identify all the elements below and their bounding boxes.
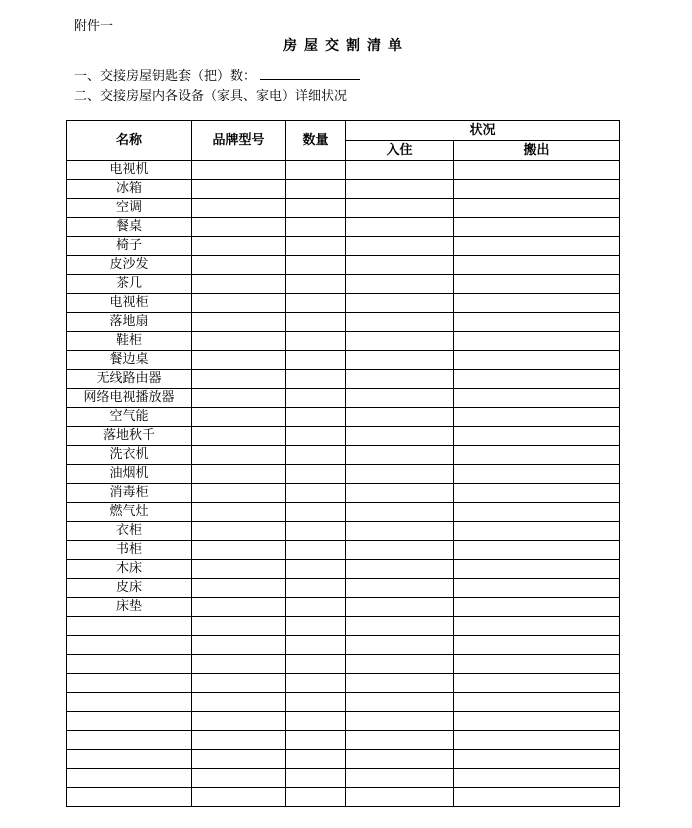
move-in-cell[interactable] [346, 598, 454, 617]
quantity-cell[interactable] [286, 712, 346, 731]
move-in-cell[interactable] [346, 275, 454, 294]
brand-model-cell[interactable] [192, 484, 286, 503]
brand-model-cell[interactable] [192, 313, 286, 332]
equipment-status-line: 二、交接房屋内各设备（家具、家电）详细状况 [74, 89, 348, 104]
table-row [67, 294, 620, 313]
brand-model-cell[interactable] [192, 636, 286, 655]
move-in-cell[interactable] [346, 522, 454, 541]
attachment-label: 附件一 [74, 19, 114, 34]
item-name-cell: 餐边桌 [67, 351, 192, 370]
table-row [67, 389, 620, 408]
item-name-cell: 皮床 [67, 579, 192, 598]
brand-model-cell[interactable] [192, 199, 286, 218]
move-out-cell[interactable] [454, 465, 620, 484]
quantity-cell[interactable] [286, 750, 346, 769]
item-name-cell [67, 636, 192, 655]
item-name-cell [67, 693, 192, 712]
brand-model-cell[interactable] [192, 218, 286, 237]
table-row [67, 275, 620, 294]
move-out-cell[interactable] [454, 750, 620, 769]
table-row [67, 351, 620, 370]
brand-model-cell[interactable] [192, 617, 286, 636]
table-row [67, 541, 620, 560]
move-out-cell[interactable] [454, 161, 620, 180]
quantity-cell[interactable] [286, 674, 346, 693]
move-in-cell[interactable] [346, 788, 454, 807]
item-name-cell [67, 674, 192, 693]
table-row [67, 598, 620, 617]
quantity-cell[interactable] [286, 484, 346, 503]
item-name-cell: 无线路由器 [67, 370, 192, 389]
table-row [67, 408, 620, 427]
brand-model-cell[interactable] [192, 769, 286, 788]
move-out-cell[interactable] [454, 446, 620, 465]
quantity-cell[interactable] [286, 693, 346, 712]
item-name-cell: 木床 [67, 560, 192, 579]
item-name-cell: 冰箱 [67, 180, 192, 199]
item-name-cell: 皮沙发 [67, 256, 192, 275]
item-name-cell: 餐桌 [67, 218, 192, 237]
item-name-cell [67, 788, 192, 807]
brand-model-cell[interactable] [192, 712, 286, 731]
quantity-cell[interactable] [286, 427, 346, 446]
move-in-cell[interactable] [346, 484, 454, 503]
quantity-cell[interactable] [286, 332, 346, 351]
table-row [67, 693, 620, 712]
table-row [67, 560, 620, 579]
move-in-cell[interactable] [346, 218, 454, 237]
quantity-cell[interactable] [286, 161, 346, 180]
quantity-cell[interactable] [286, 313, 346, 332]
move-out-cell[interactable] [454, 218, 620, 237]
brand-model-cell[interactable] [192, 788, 286, 807]
table-row [67, 636, 620, 655]
move-in-cell[interactable] [346, 674, 454, 693]
quantity-cell[interactable] [286, 199, 346, 218]
move-out-cell[interactable] [454, 484, 620, 503]
quantity-cell[interactable] [286, 237, 346, 256]
quantity-cell[interactable] [286, 408, 346, 427]
table-row [67, 446, 620, 465]
quantity-cell[interactable] [286, 294, 346, 313]
quantity-cell[interactable] [286, 370, 346, 389]
brand-model-cell[interactable] [192, 674, 286, 693]
brand-model-cell[interactable] [192, 693, 286, 712]
move-out-cell[interactable] [454, 332, 620, 351]
quantity-cell[interactable] [286, 636, 346, 655]
move-out-cell[interactable] [454, 275, 620, 294]
move-in-cell[interactable] [346, 294, 454, 313]
table-row [67, 427, 620, 446]
table-row [67, 769, 620, 788]
brand-model-cell[interactable] [192, 598, 286, 617]
move-out-cell[interactable] [454, 199, 620, 218]
item-name-cell: 落地扇 [67, 313, 192, 332]
quantity-cell[interactable] [286, 788, 346, 807]
brand-model-cell[interactable] [192, 560, 286, 579]
table-row [67, 731, 620, 750]
brand-model-cell[interactable] [192, 541, 286, 560]
col-header-quantity: 数量 [286, 121, 346, 161]
quantity-cell[interactable] [286, 446, 346, 465]
table-row [67, 579, 620, 598]
brand-model-cell[interactable] [192, 180, 286, 199]
quantity-cell[interactable] [286, 598, 346, 617]
col-header-move-in: 入住 [346, 141, 454, 161]
move-out-cell[interactable] [454, 560, 620, 579]
quantity-cell[interactable] [286, 503, 346, 522]
move-in-cell[interactable] [346, 617, 454, 636]
quantity-cell[interactable] [286, 351, 346, 370]
brand-model-cell[interactable] [192, 237, 286, 256]
move-out-cell[interactable] [454, 294, 620, 313]
table-body [67, 161, 620, 807]
quantity-cell[interactable] [286, 731, 346, 750]
quantity-cell[interactable] [286, 465, 346, 484]
key-count-line [74, 65, 360, 84]
quantity-cell[interactable] [286, 541, 346, 560]
move-in-cell[interactable] [346, 370, 454, 389]
move-out-cell[interactable] [454, 408, 620, 427]
brand-model-cell[interactable] [192, 655, 286, 674]
item-name-cell: 电视柜 [67, 294, 192, 313]
move-out-cell[interactable] [454, 579, 620, 598]
item-name-cell: 洗衣机 [67, 446, 192, 465]
item-name-cell: 消毒柜 [67, 484, 192, 503]
move-out-cell[interactable] [454, 693, 620, 712]
item-name-cell [67, 750, 192, 769]
move-out-cell[interactable] [454, 598, 620, 617]
move-out-cell[interactable] [454, 389, 620, 408]
brand-model-cell[interactable] [192, 446, 286, 465]
col-header-status: 状况 [346, 121, 620, 141]
brand-model-cell[interactable] [192, 522, 286, 541]
table-row [67, 712, 620, 731]
item-name-cell: 电视机 [67, 161, 192, 180]
move-out-cell[interactable] [454, 636, 620, 655]
move-in-cell[interactable] [346, 655, 454, 674]
move-in-cell[interactable] [346, 237, 454, 256]
move-in-cell[interactable] [346, 541, 454, 560]
move-out-cell[interactable] [454, 256, 620, 275]
col-header-name: 名称 [67, 121, 192, 161]
move-in-cell[interactable] [346, 180, 454, 199]
brand-model-cell[interactable] [192, 256, 286, 275]
brand-model-cell[interactable] [192, 294, 286, 313]
table-row [67, 256, 620, 275]
table-row [67, 218, 620, 237]
table-row [67, 503, 620, 522]
move-in-cell[interactable] [346, 446, 454, 465]
brand-model-cell[interactable] [192, 332, 286, 351]
document-title: 房屋交割清单 [283, 38, 409, 54]
move-out-cell[interactable] [454, 655, 620, 674]
move-out-cell[interactable] [454, 427, 620, 446]
move-out-cell[interactable] [454, 180, 620, 199]
table-row [67, 465, 620, 484]
brand-model-cell[interactable] [192, 389, 286, 408]
brand-model-cell[interactable] [192, 275, 286, 294]
item-name-cell: 燃气灶 [67, 503, 192, 522]
item-name-cell [67, 769, 192, 788]
item-name-cell: 椅子 [67, 237, 192, 256]
move-in-cell[interactable] [346, 408, 454, 427]
move-out-cell[interactable] [454, 788, 620, 807]
quantity-cell[interactable] [286, 560, 346, 579]
move-in-cell[interactable] [346, 750, 454, 769]
table-row [67, 484, 620, 503]
quantity-cell[interactable] [286, 256, 346, 275]
move-in-cell[interactable] [346, 731, 454, 750]
item-name-cell: 茶几 [67, 275, 192, 294]
brand-model-cell[interactable] [192, 370, 286, 389]
move-in-cell[interactable] [346, 256, 454, 275]
move-out-cell[interactable] [454, 351, 620, 370]
quantity-cell[interactable] [286, 579, 346, 598]
item-name-cell: 书柜 [67, 541, 192, 560]
table-row [67, 617, 620, 636]
table-row [67, 788, 620, 807]
move-out-cell[interactable] [454, 522, 620, 541]
table-row [67, 522, 620, 541]
table-row [67, 161, 620, 180]
item-name-cell [67, 712, 192, 731]
move-in-cell[interactable] [346, 712, 454, 731]
key-count-label: 一、交接房屋钥匙套（把）数： [74, 69, 257, 84]
item-name-cell: 衣柜 [67, 522, 192, 541]
brand-model-cell[interactable] [192, 731, 286, 750]
col-header-move-out: 搬出 [454, 141, 620, 161]
table-row [67, 332, 620, 351]
brand-model-cell[interactable] [192, 503, 286, 522]
table-row [67, 180, 620, 199]
item-name-cell [67, 655, 192, 674]
move-out-cell[interactable] [454, 769, 620, 788]
move-out-cell[interactable] [454, 674, 620, 693]
key-count-blank[interactable] [260, 66, 360, 80]
move-out-cell[interactable] [454, 313, 620, 332]
item-name-cell: 网络电视播放器 [67, 389, 192, 408]
item-name-cell: 落地秋千 [67, 427, 192, 446]
brand-model-cell[interactable] [192, 161, 286, 180]
move-out-cell[interactable] [454, 541, 620, 560]
item-name-cell: 油烟机 [67, 465, 192, 484]
move-in-cell[interactable] [346, 389, 454, 408]
quantity-cell[interactable] [286, 218, 346, 237]
table-row [67, 237, 620, 256]
move-in-cell[interactable] [346, 465, 454, 484]
quantity-cell[interactable] [286, 769, 346, 788]
move-out-cell[interactable] [454, 370, 620, 389]
brand-model-cell[interactable] [192, 579, 286, 598]
brand-model-cell[interactable] [192, 427, 286, 446]
col-header-brand-model: 品牌型号 [192, 121, 286, 161]
brand-model-cell[interactable] [192, 351, 286, 370]
move-out-cell[interactable] [454, 712, 620, 731]
move-in-cell[interactable] [346, 199, 454, 218]
item-name-cell: 空调 [67, 199, 192, 218]
move-out-cell[interactable] [454, 237, 620, 256]
table-row [67, 674, 620, 693]
move-in-cell[interactable] [346, 560, 454, 579]
table-row [67, 750, 620, 769]
brand-model-cell[interactable] [192, 750, 286, 769]
quantity-cell[interactable] [286, 655, 346, 674]
move-in-cell[interactable] [346, 636, 454, 655]
item-name-cell [67, 617, 192, 636]
quantity-cell[interactable] [286, 389, 346, 408]
table-row [67, 313, 620, 332]
move-out-cell[interactable] [454, 617, 620, 636]
move-in-cell[interactable] [346, 313, 454, 332]
item-name-cell [67, 731, 192, 750]
quantity-cell[interactable] [286, 180, 346, 199]
table-row [67, 655, 620, 674]
handover-table [66, 120, 620, 807]
quantity-cell[interactable] [286, 275, 346, 294]
move-out-cell[interactable] [454, 731, 620, 750]
move-in-cell[interactable] [346, 693, 454, 712]
table-row [67, 199, 620, 218]
table-row [67, 370, 620, 389]
move-in-cell[interactable] [346, 332, 454, 351]
quantity-cell[interactable] [286, 617, 346, 636]
move-in-cell[interactable] [346, 503, 454, 522]
move-in-cell[interactable] [346, 351, 454, 370]
move-in-cell[interactable] [346, 427, 454, 446]
move-in-cell[interactable] [346, 769, 454, 788]
item-name-cell: 空气能 [67, 408, 192, 427]
move-out-cell[interactable] [454, 503, 620, 522]
quantity-cell[interactable] [286, 522, 346, 541]
item-name-cell: 鞋柜 [67, 332, 192, 351]
move-in-cell[interactable] [346, 161, 454, 180]
move-in-cell[interactable] [346, 579, 454, 598]
item-name-cell: 床垫 [67, 598, 192, 617]
brand-model-cell[interactable] [192, 408, 286, 427]
brand-model-cell[interactable] [192, 465, 286, 484]
